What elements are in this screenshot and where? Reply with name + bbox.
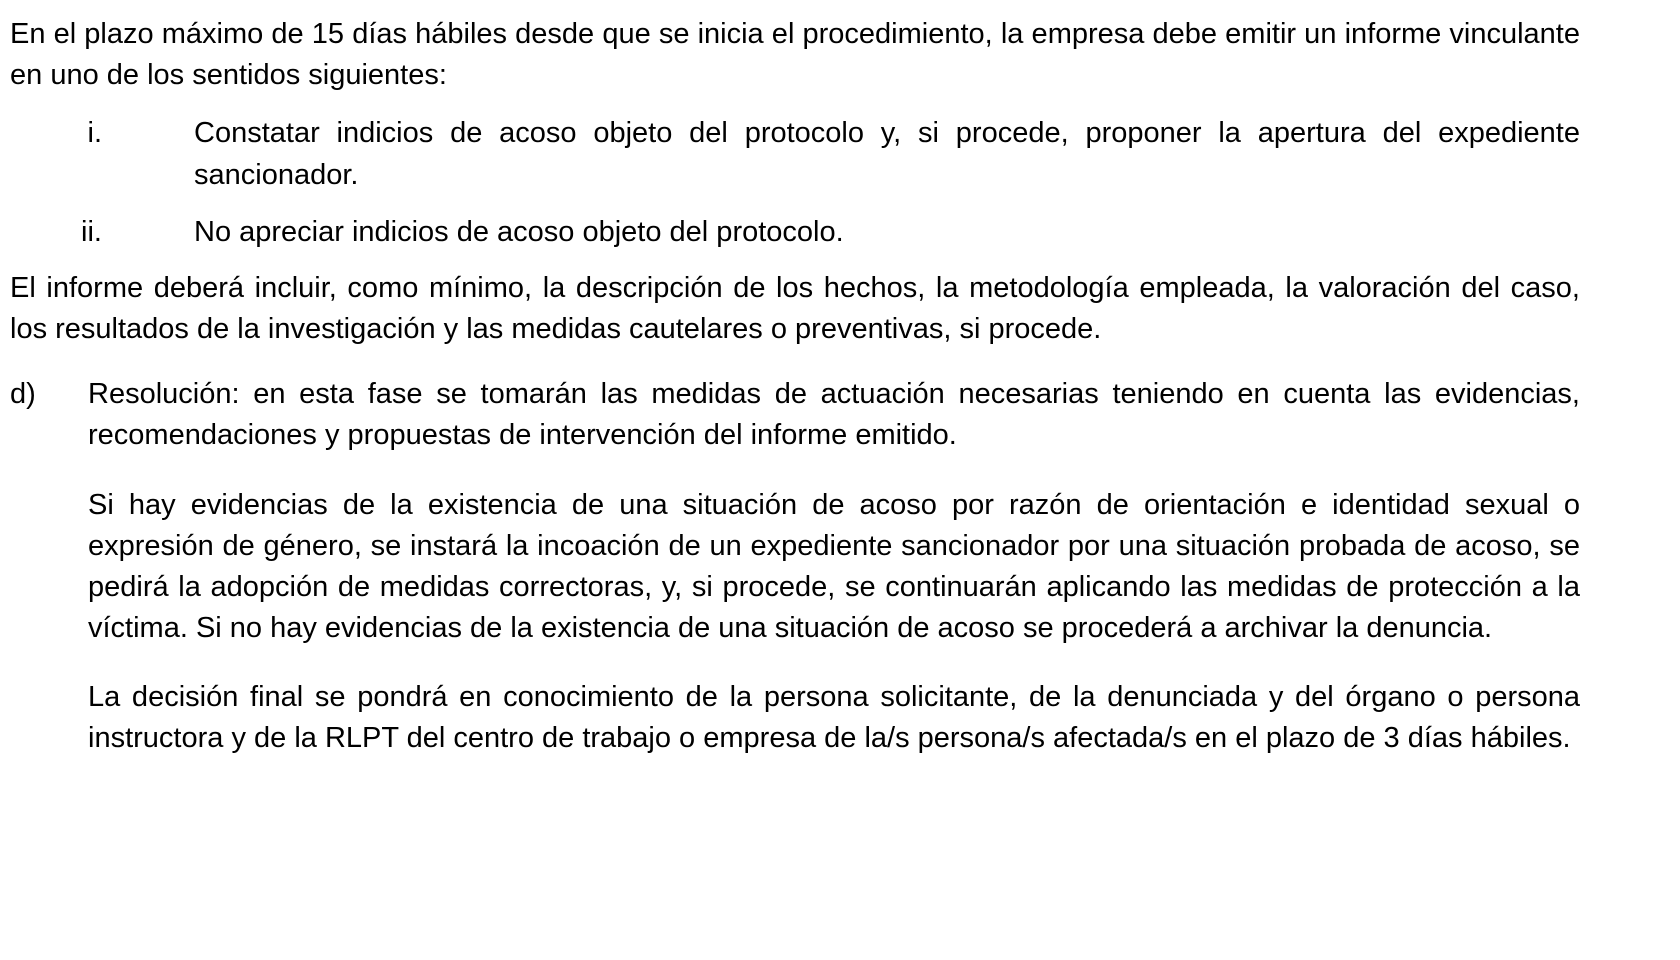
list-item (10, 113, 1580, 195)
list-item-text: Constatar indicios de acoso objeto del protocolo y, si procede, proponer la apertura del expediente sancionador. (194, 117, 1580, 191)
lettered-list-item-d (10, 374, 1580, 759)
resolution-notification-paragraph: La decisión final se pondrá en conocimiento de la persona solicitante, de la denunciada y del órgano o persona instructora y de la RLPT del centro de trabajo o empresa de la/s persona/s afectada/s en el plazo de 3 días hábiles. (88, 681, 1580, 755)
list-item-marker: i. (87, 117, 102, 150)
list-item-marker: ii. (81, 215, 102, 248)
list-item (10, 212, 1580, 253)
list-item-body (88, 374, 1580, 759)
roman-numeral-list (10, 113, 1580, 253)
resolution-lead-paragraph: Resolución: en esta fase se tomarán las medidas de actuación necesarias teniendo en cuenta las evidencias, recomendaciones y propuestas de intervención del informe emitido. (88, 378, 1580, 452)
list-item-marker: d) (10, 378, 36, 411)
list-item-text: No apreciar indicios de acoso objeto del protocolo. (194, 215, 844, 248)
resolution-evidence-paragraph: Si hay evidencias de la existencia de una situación de acoso por razón de orientación e identidad sexual o expresión de género, se instará la incoación de un expediente sancionador por una situación probada de acoso, se pedirá la adopción de medidas correctoras, y, si procede, se continuarán aplicando las medidas de protección a la víctima. Si no hay evidencias de la existencia de una situación de acoso se procederá a archivar la denuncia. (88, 488, 1580, 645)
intro-paragraph: En el plazo máximo de 15 días hábiles desde que se inicia el procedimiento, la empresa debe emitir un informe vinculante en uno de los sentidos siguientes: (10, 18, 1580, 92)
report-content-paragraph: El informe deberá incluir, como mínimo, la descripción de los hechos, la metodología empleada, la valoración del caso, los resultados de la investigación y las medidas cautelares o preventivas, si procede. (10, 271, 1580, 346)
